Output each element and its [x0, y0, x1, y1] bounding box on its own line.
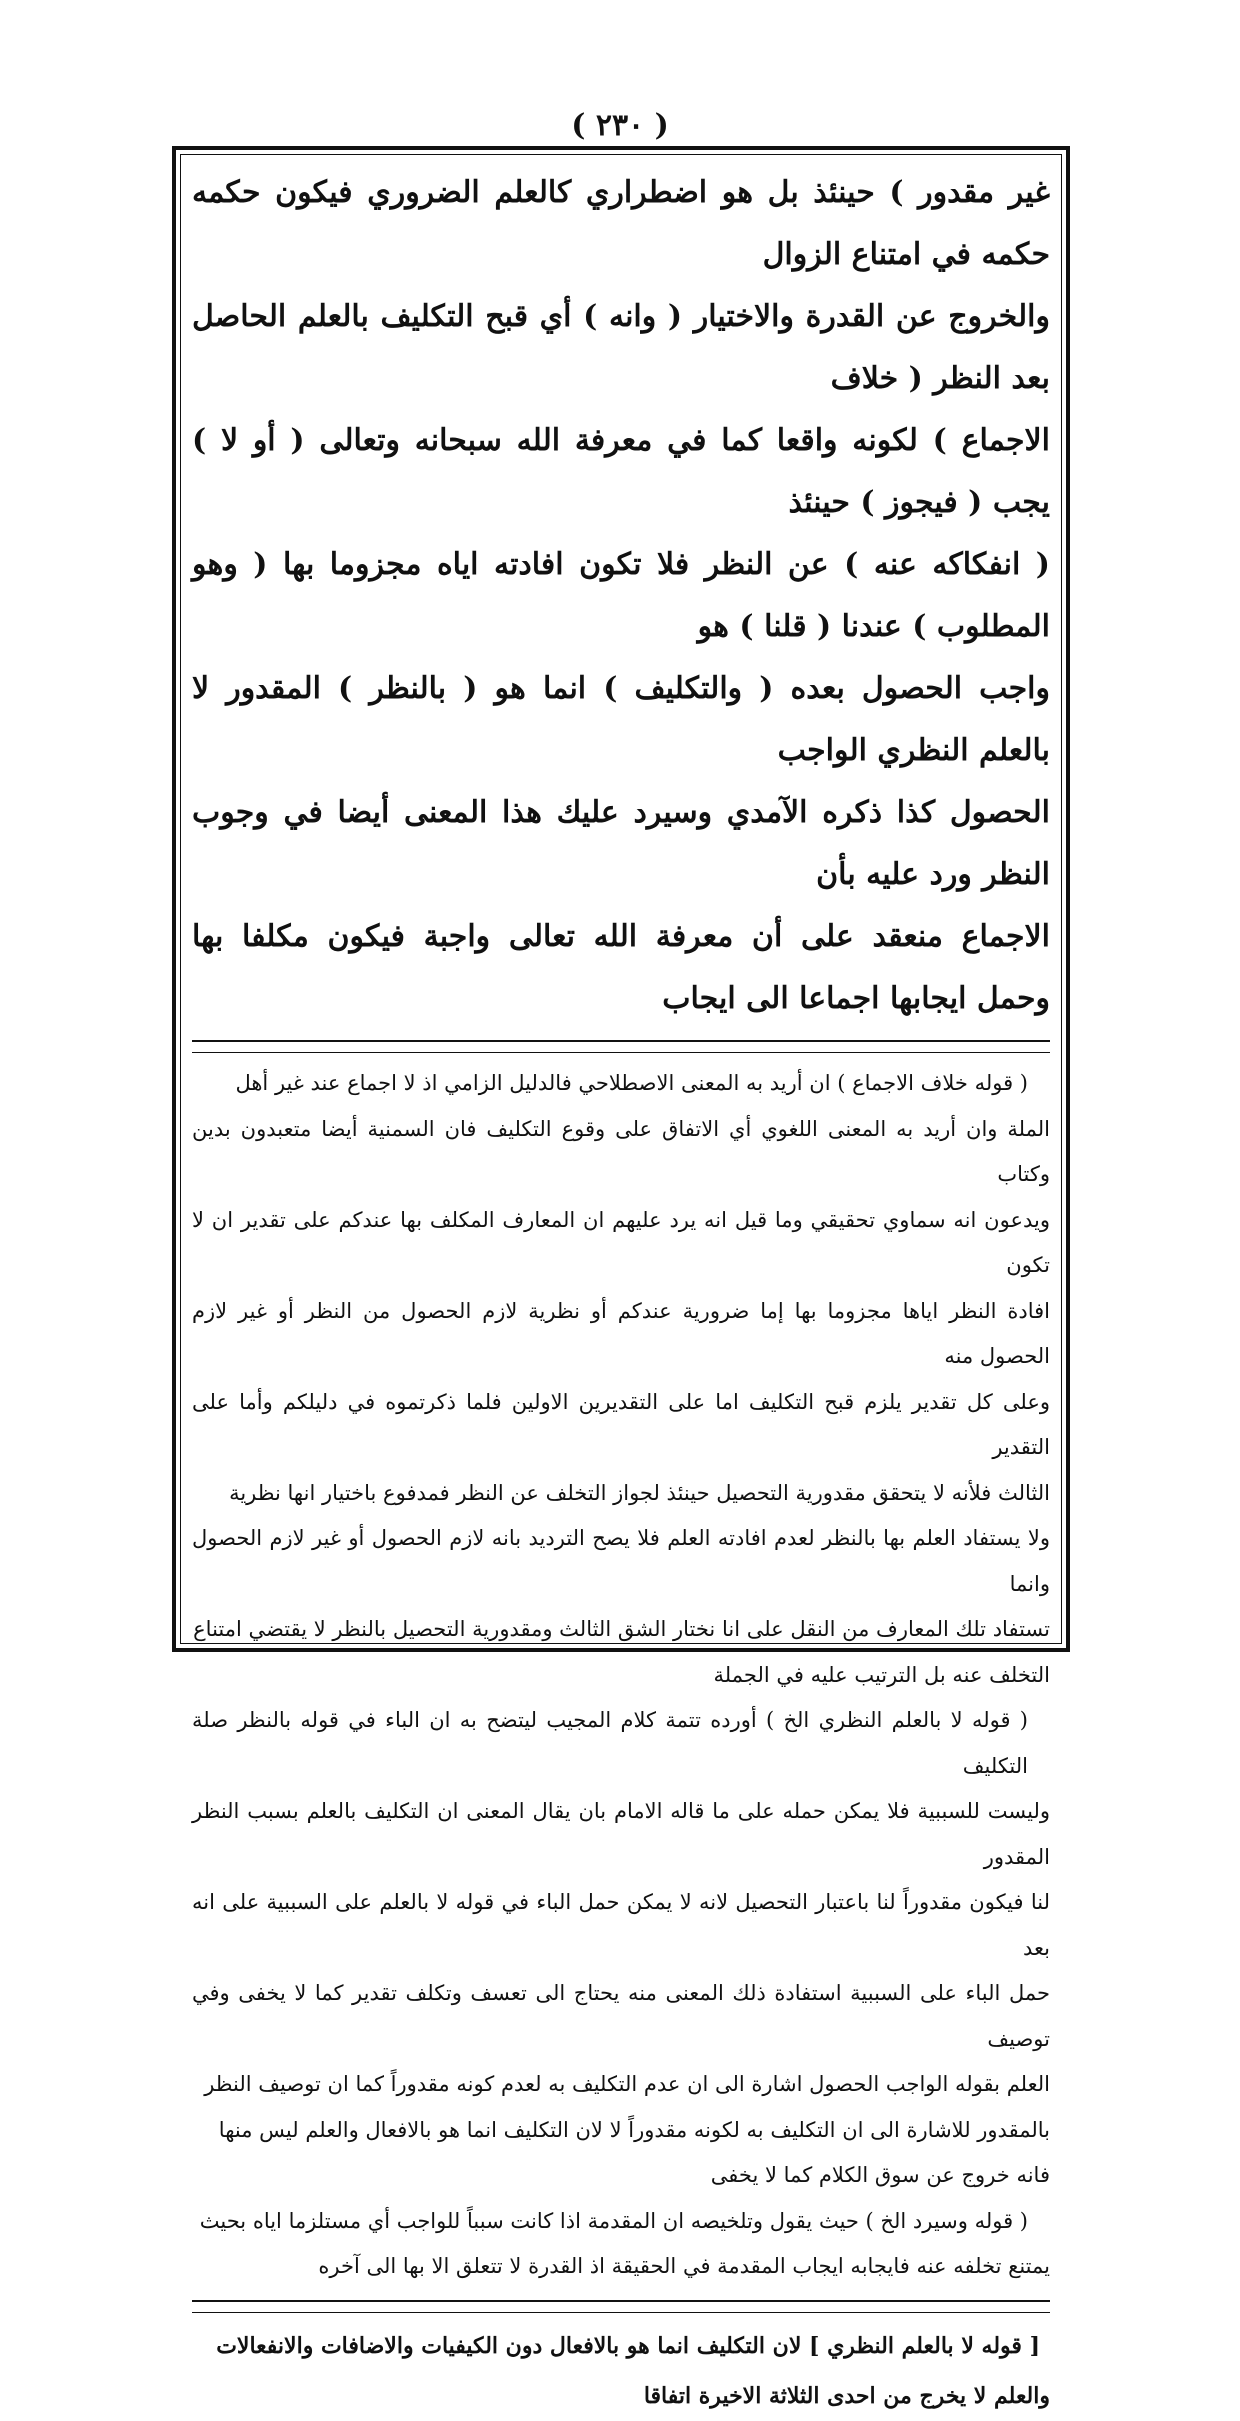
- footnote: [192, 2321, 1050, 2421]
- gloss-line: فانه خروج عن سوق الكلام كما لا يخفى: [710, 2163, 1050, 2187]
- main-text-line: واجب الحصول بعده ( والتكليف ) انما هو ( بالنظر ) المقدور لا بالعلم النظري الواجب: [192, 671, 1050, 768]
- gloss-line: العلم بقوله الواجب الحصول اشارة الى ان عدم التكليف به لعدم كونه مقدوراً كما ان توصيف النظر: [204, 2072, 1050, 2096]
- gloss-line: افادة النظر اياها مجزوما بها إما ضرورية عندكم أو نظرية لازم الحصول من النظر أو غير لازم الحصول منه: [192, 1298, 1050, 1368]
- main-text-line: الاجماع ) لكونه واقعا كما في معرفة الله سبحانه وتعالى ( أو لا ) يجب ( فيجوز ) حينئذ: [192, 423, 1050, 520]
- gloss-commentary: [192, 1061, 1050, 2290]
- gloss-line: حمل الباء على السببية استفادة ذلك المعنى منه يحتاج الى تعسف وتكلف تقدير كما لا يخفى وفي توصيف: [192, 1981, 1050, 2051]
- page-content: [192, 162, 1050, 2421]
- gloss-line: وليست للسببية فلا يمكن حمله على ما قاله الامام بان يقال المعنى ان التكليف بالعلم بسبب النظر المقدور: [192, 1799, 1050, 1869]
- main-text-line: ( انفكاكه عنه ) عن النظر فلا تكون افادته اياه مجزوما بها ( وهو المطلوب ) عندنا ( قلنا ) هو: [192, 547, 1050, 644]
- gloss-line: بالمقدور للاشارة الى ان التكليف به لكونه مقدوراً لا لان التكليف انما هو بالافعال والعلم ليس منها: [218, 2117, 1050, 2142]
- page-number: ( ٢٣٠ ): [571, 108, 669, 143]
- main-text-line: الحصول كذا ذكره الآمدي وسيرد عليك هذا المعنى أيضا في وجوب النظر ورد عليه بأن: [192, 795, 1050, 892]
- main-text-line: والخروج عن القدرة والاختيار ( وانه ) أي قبح التكليف بالعلم الحاصل بعد النظر ( خلاف: [192, 299, 1050, 396]
- gloss-line: لنا فيكون مقدوراً لنا باعتبار التحصيل لانه لا يمكن حمل الباء في قوله لا بالعلم على السببية على انه بعد: [192, 1890, 1050, 1960]
- gloss-line: وعلى كل تقدير يلزم قبح التكليف اما على التقديرين الاولين فلما ذكرتموه في دليلكم وأما على التقدير: [192, 1389, 1050, 1459]
- gloss-line: الملة وان أريد به المعنى اللغوي أي الاتفاق على وقوع التكليف فان السمنية أيضا متعبدون بدين وكتاب: [192, 1116, 1050, 1186]
- section-divider: [192, 1040, 1050, 1053]
- gloss-line: الثالث فلأنه لا يتحقق مقدورية التحصيل حينئذ لجواز التخلف عن النظر فمدفوع باختيار انها نظرية: [229, 1480, 1050, 1505]
- footnote-line: [ قوله لا بالعلم النظري ] لان التكليف انما هو بالافعال دون الكيفيات والاضافات والانفعالات: [216, 2332, 1040, 2359]
- section-divider: [192, 2300, 1050, 2313]
- gloss-line: تستفاد تلك المعارف من النقل على انا نختار الشق الثالث ومقدورية التحصيل بالنظر لا يقتضي امتناع: [193, 1617, 1050, 1641]
- footnote-line: والعلم لا يخرج من احدى الثلاثة الاخيرة اتفاقا: [643, 2382, 1050, 2409]
- main-text: [192, 162, 1050, 1030]
- gloss-line: التخلف عنه بل الترتيب عليه في الجملة: [713, 1662, 1050, 1687]
- main-text-line: الاجماع منعقد على أن معرفة الله تعالى واجبة فيكون مكلفا بها وحمل ايجابها اجماعا الى ايجاب: [192, 919, 1050, 1016]
- main-text-line: غير مقدور ) حينئذ بل هو اضطراري كالعلم الضروري فيكون حكمه حكمه في امتناع الزوال: [192, 175, 1050, 272]
- gloss-line: ويدعون انه سماوي تحقيقي وما قيل انه يرد عليهم ان المعارف المكلف بها عندكم على تقدير ان لا تكون: [192, 1207, 1050, 1277]
- gloss-line: ( قوله وسيرد الخ ) حيث يقول وتلخيصه ان المقدمة اذا كانت سبباً للواجب أي مستلزما اياه بحيث: [199, 2208, 1028, 2233]
- gloss-line: ولا يستفاد العلم بها بالنظر لعدم افادته العلم فلا يصح الترديد بانه لازم الحصول أو غير لازم الحصول وانما: [192, 1526, 1050, 1596]
- gloss-line: ( قوله لا بالعلم النظري الخ ) أورده تتمة كلام المجيب ليتضح به ان الباء في قوله بالنظر صلة التكليف: [192, 1708, 1028, 1778]
- gloss-line: ( قوله خلاف الاجماع ) ان أريد به المعنى الاصطلاحي فالدليل الزامي اذ لا اجماع عند غير أهل: [235, 1071, 1028, 1095]
- gloss-line: يمتنع تخلفه عنه فايجابه ايجاب المقدمة في الحقيقة اذ القدرة لا تتعلق الا بها الى آخره: [318, 2254, 1050, 2278]
